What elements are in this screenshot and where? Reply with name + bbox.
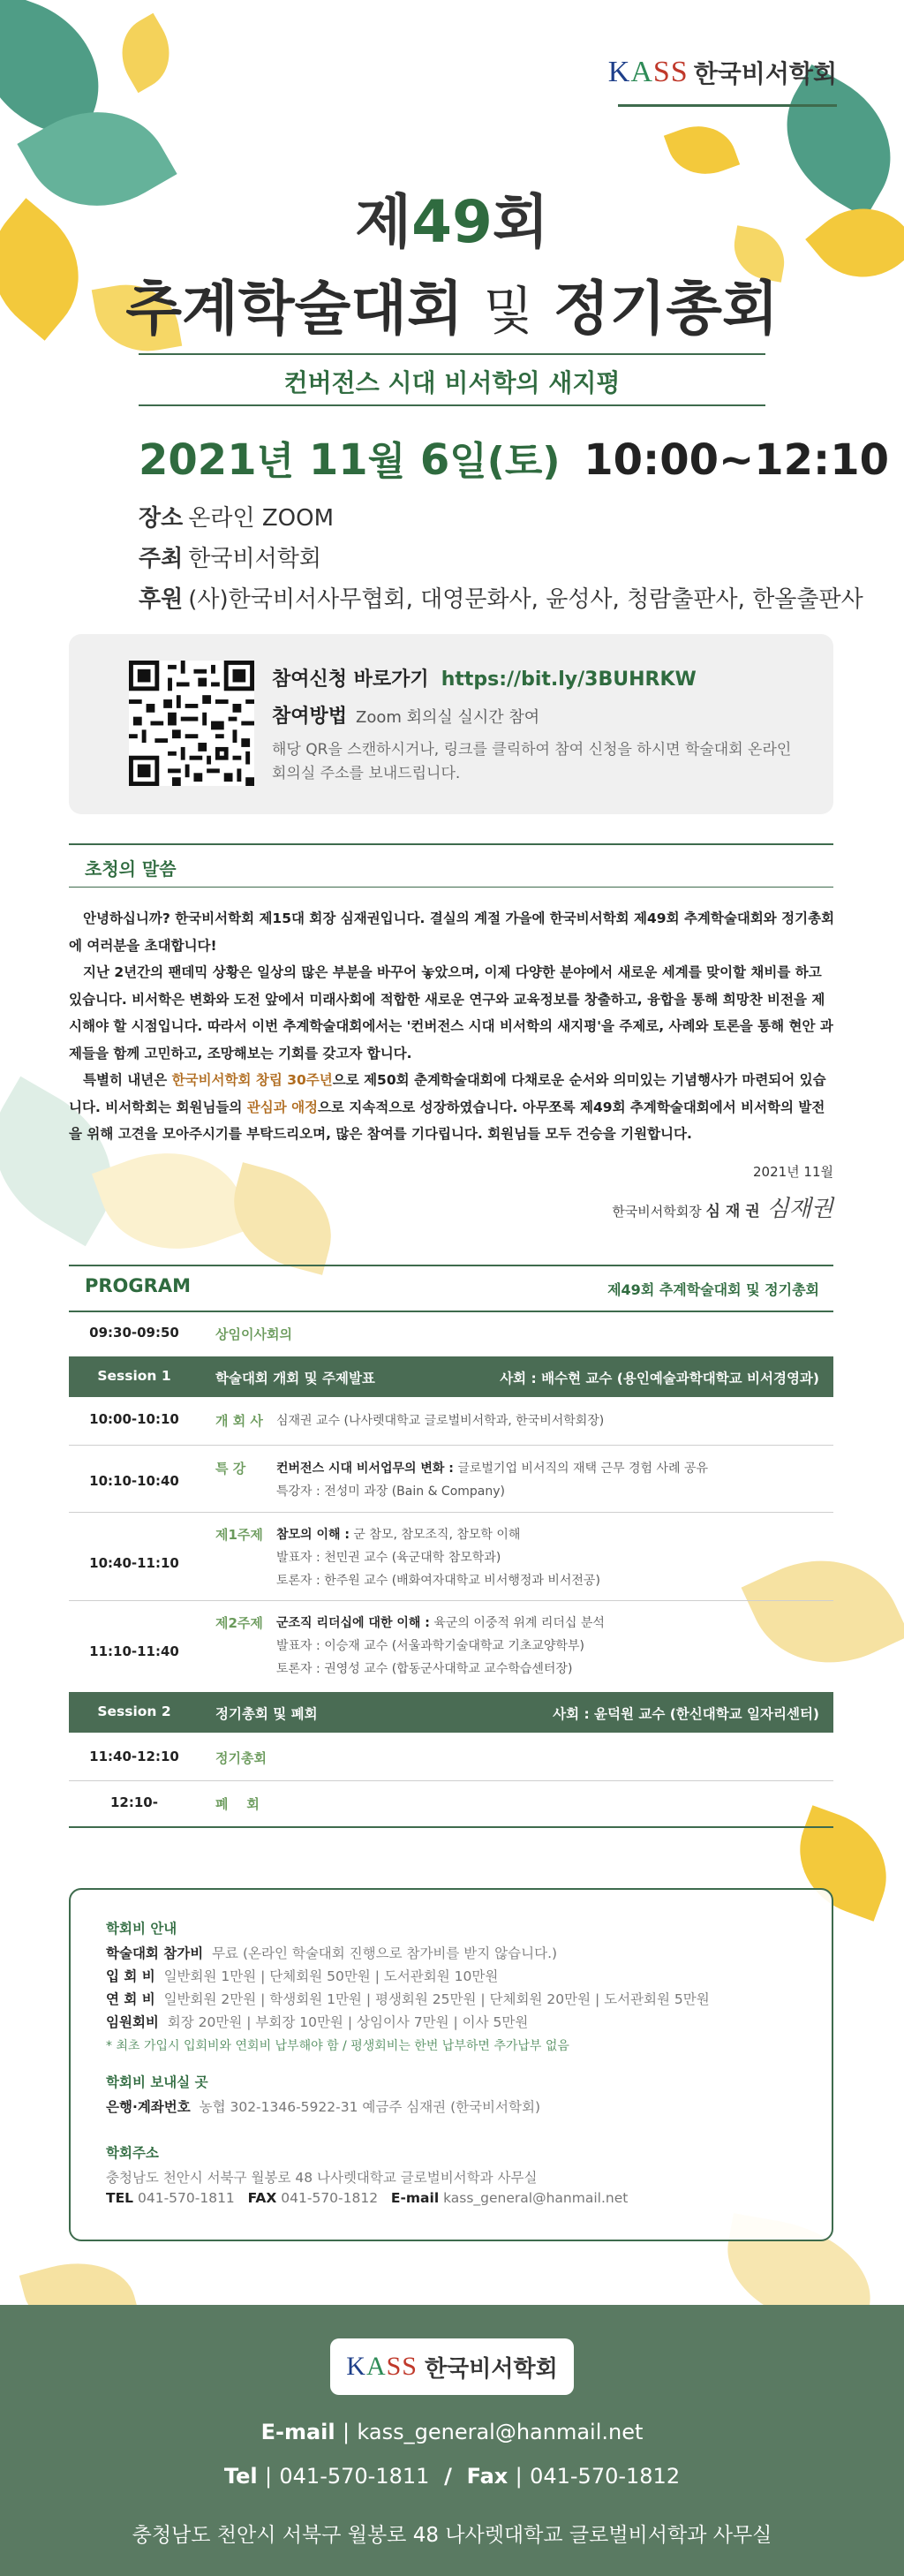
footer-email-link[interactable]: kass_general@hanmail.net bbox=[357, 2420, 644, 2444]
fee-address-heading: 학회주소 bbox=[106, 2145, 159, 2161]
registration-box bbox=[69, 634, 833, 814]
fee-email-link[interactable]: kass_general@hanmail.net bbox=[443, 2190, 629, 2206]
session-1-header: Session 1 학술대회 개회 및 주제발표 사회 : 배수현 교수 (용인예술과학대학교 비서경영과) bbox=[69, 1356, 833, 1397]
invitation-signature: 한국비서학회장 심 재 권 심재권 bbox=[612, 1196, 833, 1222]
fee-bank-account: 은행·계좌번호 농협 302-1346-5922-31 예금주 심재권 (한국비서학회) bbox=[106, 2099, 540, 2115]
kass-logo: KASS bbox=[607, 56, 689, 88]
program-event-name: 제49회 추계학술대회 및 정기총회 bbox=[607, 1281, 819, 1298]
event-subtitle: 컨버전스 시대 비서학의 새지평 bbox=[283, 368, 621, 397]
invitation-paragraph-3: 특별히 내년은 한국비서학회 창립 30주년으로 제50회 춘계학술대회에 다채로운 순서와 의미있는 기념행사가 마련되어 있습니다. 비서학회는 회원님들의 관심과 애정으로 지속적으로 성장하였습니다. 아무쪼록 제49회 추계학술대회에서 비서학의 발전을 위해 고견을 모아주시기를 부탁드리오며, 많은 참여를 기다립니다. 회원님들 모두 건승을 기원합니다. bbox=[69, 1072, 826, 1142]
registration-method: 참여방법 Zoom 회의실 실시간 참여 bbox=[272, 706, 540, 728]
footer-email: E-mail | kass_general@hanmail.net bbox=[260, 2420, 644, 2444]
header-divider bbox=[618, 104, 837, 107]
event-host: 주최 한국비서학회 bbox=[139, 546, 321, 572]
handwritten-signature: 심재권 bbox=[766, 1196, 833, 1222]
program-label: PROGRAM bbox=[85, 1275, 191, 1296]
program-row: 10:40-11:10 제1주제 참모의 이해 : 군 참모, 참모조직, 참모학 이해 발표자 : 천민권 교수 (육군대학 참모학과) 토론자 : 한주원 교수 (배화여자대학교 비서행정과 비서전공) bbox=[89, 1527, 600, 1588]
registration-description: 해당 QR을 스캔하시거나, 링크를 클릭하여 참여 신청을 하시면 학술대회 온라인 회의실 주소를 보내드립니다. bbox=[272, 741, 792, 782]
footer-logo: KASS 한국비서학회 bbox=[330, 2338, 574, 2395]
row-separator bbox=[69, 1512, 833, 1513]
subtitle-bottom-rule bbox=[139, 404, 765, 406]
registration-link[interactable]: https://bit.ly/3BUHRKW bbox=[441, 669, 697, 691]
event-place: 장소 온라인 ZOOM bbox=[139, 505, 335, 532]
registration-title: 참여신청 바로가기 https://bit.ly/3BUHRKW bbox=[272, 669, 697, 691]
subtitle-top-rule bbox=[139, 353, 765, 355]
org-name: 한국비서학회 bbox=[693, 59, 837, 88]
header-logo bbox=[608, 55, 837, 90]
invitation-title-rule bbox=[69, 887, 833, 888]
registration-qr-code[interactable] bbox=[129, 661, 254, 786]
event-datetime: 2021년 11월 6일(토) 10:00~12:10 bbox=[139, 435, 890, 485]
footer bbox=[0, 2305, 904, 2576]
fee-heading: 학회비 안내 bbox=[106, 1921, 177, 1937]
row-separator bbox=[69, 1600, 833, 1601]
invitation-paragraph-1: 안녕하십니까? 한국비서학회 제15대 회장 심재권입니다. 결실의 계절 가을에 한국비서학회 제49회 추계학술대회와 정기총회에 여러분을 초대합니다! bbox=[69, 910, 835, 954]
program-bottom-rule bbox=[69, 1826, 833, 1828]
event-title-line2: 추계학술대회 및 정기총회 bbox=[125, 275, 779, 343]
footer-phone: Tel | 041-570-1811 / Fax | 041-570-1812 bbox=[223, 2464, 681, 2489]
row-separator bbox=[69, 1780, 833, 1781]
session-2-header: Session 2 정기총회 및 폐회 사회 : 윤덕원 교수 (한신대학교 일자리센터) bbox=[69, 1692, 833, 1733]
fee-conference: 학술대회 참가비 무료 (온라인 학술대회 진행으로 참가비를 받지 않습니다.) bbox=[106, 1945, 558, 1961]
invitation-paragraph-2: 지난 2년간의 팬데믹 상황은 일상의 많은 부분을 바꾸어 놓았으며, 이제 다양한 분야에서 새로운 세계를 맞이할 채비를 하고 있습니다. 비서학은 변화와 도전 앞에서 미래사회에 적합한 새로운 연구와 교육정보를 창출하고, 융합을 통해 희망찬 비전을 제시해야 할 시점입니다. 따라서 이번 추계학술대회에서는 '컨버전스 시대 비서학의 새지평'을 주제로, 사례와 토론을 통해 현안 과제들을 함께 고민하고, 조망해보는 기회를 갖고자 합니다. bbox=[69, 964, 833, 1061]
fee-annual: 연 회 비 일반회원 2만원 | 학생회원 1만원 | 평생회원 25만원 | 단체회원 20만원 | 도서관회원 5만원 bbox=[106, 1991, 710, 2007]
fee-contact: TEL 041-570-1811 FAX 041-570-1812 E-mail kass_general@hanmail.net bbox=[106, 2190, 629, 2206]
event-title-line1: 제49회 bbox=[355, 188, 549, 256]
footer-address: 충청남도 천안시 서북구 월봉로 48 나사렛대학교 글로벌비서학과 사무실 bbox=[132, 2524, 772, 2547]
program-top-rule bbox=[69, 1265, 833, 1266]
fee-board: 임원회비 회장 20만원 | 부회장 10만원 | 상임이사 7만원 | 이사 5만원 bbox=[106, 2014, 529, 2030]
program-header-rule bbox=[69, 1311, 833, 1312]
program-row: 10:10-10:40 특 강 컨버전스 시대 비서업무의 변화 : 글로벌기업 비서직의 재택 근무 경험 사례 공유 특강자 : 전성미 과장 (Bain & Company) bbox=[89, 1461, 709, 1499]
event-sponsor: 후원 (사)한국비서사무협회, 대영문화사, 윤성사, 청람출판사, 한올출판사 bbox=[139, 586, 863, 613]
invitation-body bbox=[69, 905, 835, 1148]
fee-address: 충청남도 천안시 서북구 월봉로 48 나사렛대학교 글로벌비서학과 사무실 bbox=[106, 2170, 538, 2186]
row-separator bbox=[69, 1445, 833, 1446]
fee-note: * 최초 가입시 입회비와 연회비 납부해야 함 / 평생회비는 한번 납부하면 추가납부 없음 bbox=[106, 2039, 569, 2053]
fee-bank-heading: 학회비 보내실 곳 bbox=[106, 2074, 208, 2090]
invitation-title: 초청의 말씀 bbox=[85, 858, 177, 880]
invitation-date: 2021년 11월 bbox=[752, 1164, 833, 1180]
invitation-top-rule bbox=[69, 843, 833, 845]
fee-entry: 입 회 비 일반회원 1만원 | 단체회원 50만원 | 도서관회원 10만원 bbox=[106, 1968, 499, 1984]
program-row: 11:10-11:40 제2주제 군조직 리더십에 대한 이해 : 육군의 이중적 위계 리더십 분석 발표자 : 이승재 교수 (서울과학기술대학교 기초교양학부) 토론자 : 권영성 교수 (합동군사대학교 교수학습센터장) bbox=[89, 1615, 605, 1676]
fee-info-box bbox=[69, 1888, 833, 2241]
